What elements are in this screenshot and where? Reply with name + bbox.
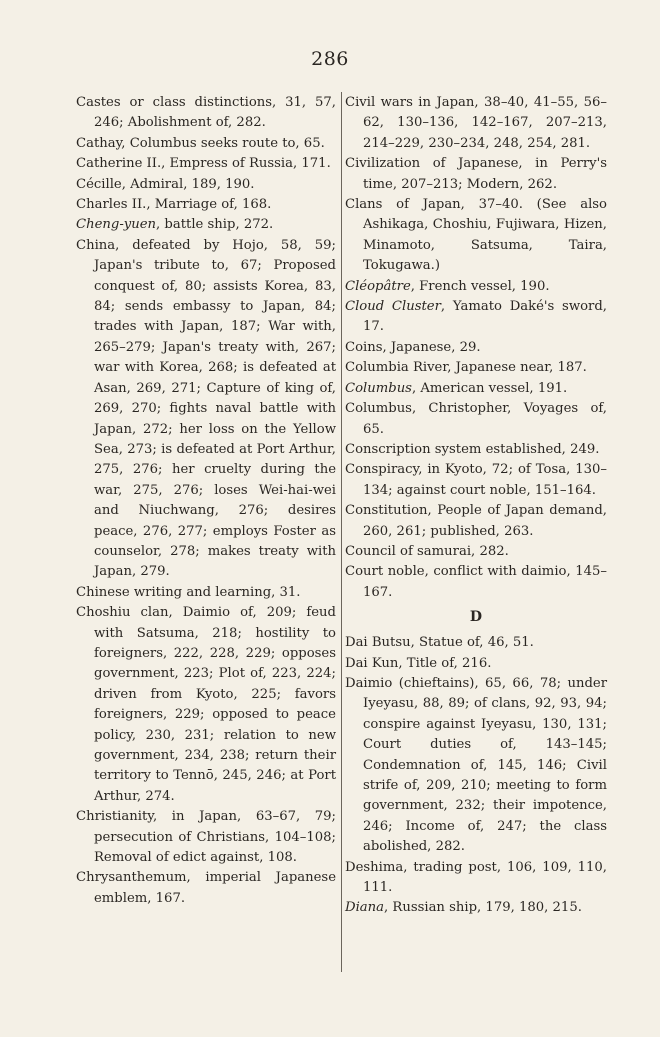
index-entry-text: Christianity, in Japan, 63–67, 79; persecution of Christians, 104–108; Removal of edict against, 108. <box>76 809 336 866</box>
index-entry-text: , Yamato Daké's sword, 17. <box>363 299 607 335</box>
index-entry <box>345 542 607 562</box>
index-entry-italic-term: Cheng-yuen <box>76 217 157 233</box>
index-entry-text: Court noble, conflict with daimio, 145–167. <box>345 564 607 600</box>
index-entry <box>76 583 336 603</box>
index-entry-text: Cécille, Admiral, 189, 190. <box>76 176 255 192</box>
index-entry-text: Columbia River, Japanese near, 187. <box>345 360 587 376</box>
index-entry-text: Deshima, trading post, 106, 109, 110, 111. <box>345 859 607 896</box>
index-entry <box>345 440 607 460</box>
index-entry-text: Choshiu clan, Daimio of, 209; feud with Satsuma, 218; hostility to foreigners, 222, 228, 229; opposes government, 223; Plot of, 223, 224; driven from Kyoto, 225; favors foreigners, 229; opposed to peace policy, 230, 231; relation to new government, 234, 238; return their territory to Tennō, 245, 246; at Port Arthur, 274. <box>76 605 336 804</box>
index-entry-text: Clans of Japan, 37–40. (See also Ashikaga, Choshiu, Fujiwara, Hizen, Minamoto, Satsuma, Taira, Tokugawa.) <box>345 197 607 274</box>
index-entry-text: Dai Butsu, Statue of, 46, 51. <box>345 635 534 651</box>
index-entry-text: Cathay, Columbus seeks route to, 65. <box>76 135 325 151</box>
index-column-left <box>76 93 336 909</box>
page-number: 286 <box>311 48 349 70</box>
index-entry <box>76 134 336 154</box>
index-entry <box>345 858 607 899</box>
index-entry-text: Charles II., Marriage of, 168. <box>76 197 272 213</box>
index-entry <box>345 277 607 297</box>
index-entry-text: Dai Kun, Title of, 216. <box>345 655 492 671</box>
index-entry-text: Chinese writing and learning, 31. <box>76 584 301 600</box>
index-entry <box>76 603 336 807</box>
index-entry <box>345 654 607 674</box>
index-entry <box>76 175 336 195</box>
index-entry-text: Civilization of Japanese, in Perry's time, 207–213; Modern, 262. <box>345 156 607 192</box>
index-column-right <box>345 93 607 919</box>
index-entry <box>76 868 336 909</box>
index-entry <box>345 338 607 358</box>
index-entry-text: Catherine II., Empress of Russia, 171. <box>76 156 331 172</box>
index-entry <box>345 358 607 378</box>
index-entry <box>345 460 607 501</box>
index-entry <box>76 236 336 583</box>
index-entry <box>345 154 607 195</box>
index-entry <box>76 154 336 174</box>
index-entry <box>76 195 336 215</box>
index-entry-text: Daimio (chieftains), 65, 66, 78; under Iyeyasu, 88, 89; of clans, 92, 93, 94; conspire against Iyeyasu, 130, 131; Court duties of, 143–145; Condemnation of, 145, 146; Civil strife of, 209, 210; meeting to form government, 232; their impotence, 246; Income of, 247; the class abolished, 282. <box>345 675 607 855</box>
index-entry <box>345 898 607 918</box>
section-letter: D <box>469 609 483 626</box>
index-entry <box>345 297 607 338</box>
index-entry <box>345 195 607 277</box>
index-entry-text: Columbus, Christopher, Voyages of, 65. <box>345 401 607 437</box>
index-entry <box>76 807 336 868</box>
index-entry-text: , American vessel, 191. <box>411 380 568 396</box>
index-entry-text: Castes or class distinctions, 31, 57, 246; Abolishment of, 282. <box>76 95 336 131</box>
index-entry <box>345 379 607 399</box>
index-entry-text: , Russian ship, 179, 180, 215. <box>384 900 582 916</box>
index-entry <box>345 501 607 542</box>
index-entry <box>345 93 607 154</box>
column-divider <box>341 92 342 972</box>
index-entry <box>345 633 607 653</box>
index-entry-italic-term: Columbus <box>345 380 412 396</box>
index-entry <box>76 215 336 235</box>
index-entry-text: , French vessel, 190. <box>410 278 550 294</box>
index-entry-italic-term: Cloud Cluster <box>345 299 441 315</box>
index-entry-text: Coins, Japanese, 29. <box>345 339 481 355</box>
index-entry-text: Civil wars in Japan, 38–40, 41–55, 56–62, 130–136, 142–167, 207–213, 214–229, 230–234, 248, 254, 281. <box>345 95 607 151</box>
index-entry <box>345 562 607 603</box>
index-entry-italic-term: Diana <box>345 900 385 916</box>
index-entry-text: Chrysanthemum, imperial Japanese emblem, 167. <box>76 870 336 906</box>
index-entry-text: , battle ship, 272. <box>156 217 274 233</box>
index-entry-text: Conscription system established, 249. <box>345 441 600 457</box>
index-entry-text: Council of samurai, 282. <box>345 543 509 559</box>
index-entry-text: Constitution, People of Japan demand, 260, 261; published, 263. <box>345 503 607 539</box>
index-entry <box>345 674 607 858</box>
index-entry <box>345 399 607 440</box>
index-entry-text: Conspiracy, in Kyoto, 72; of Tosa, 130–134; against court noble, 151–164. <box>345 462 607 498</box>
index-entry-italic-term: Cléopâtre <box>345 278 411 294</box>
index-entry-text: China, defeated by Hojo, 58, 59; Japan's tribute to, 67; Proposed conquest of, 80; assists Korea, 83, 84; sends embassy to Japan, 84; trades with Japan, 187; War with, 265–279; Japan's treaty with, 267; war with Korea, 268; is defeated at Asan, 269, 271; Capture of king of, 269, 270; fights naval battle with Japan, 272; her loss on the Yellow Sea, 273; is defeated at Port Arthur, 275, 276; her cruelty during the war, 275, 276; loses Wei-hai-wei and Niuchwang, 276; desires peace, 276, 277; employs Foster as counselor, 278; makes treaty with Japan, 279. <box>76 237 336 580</box>
index-entry <box>76 93 336 134</box>
